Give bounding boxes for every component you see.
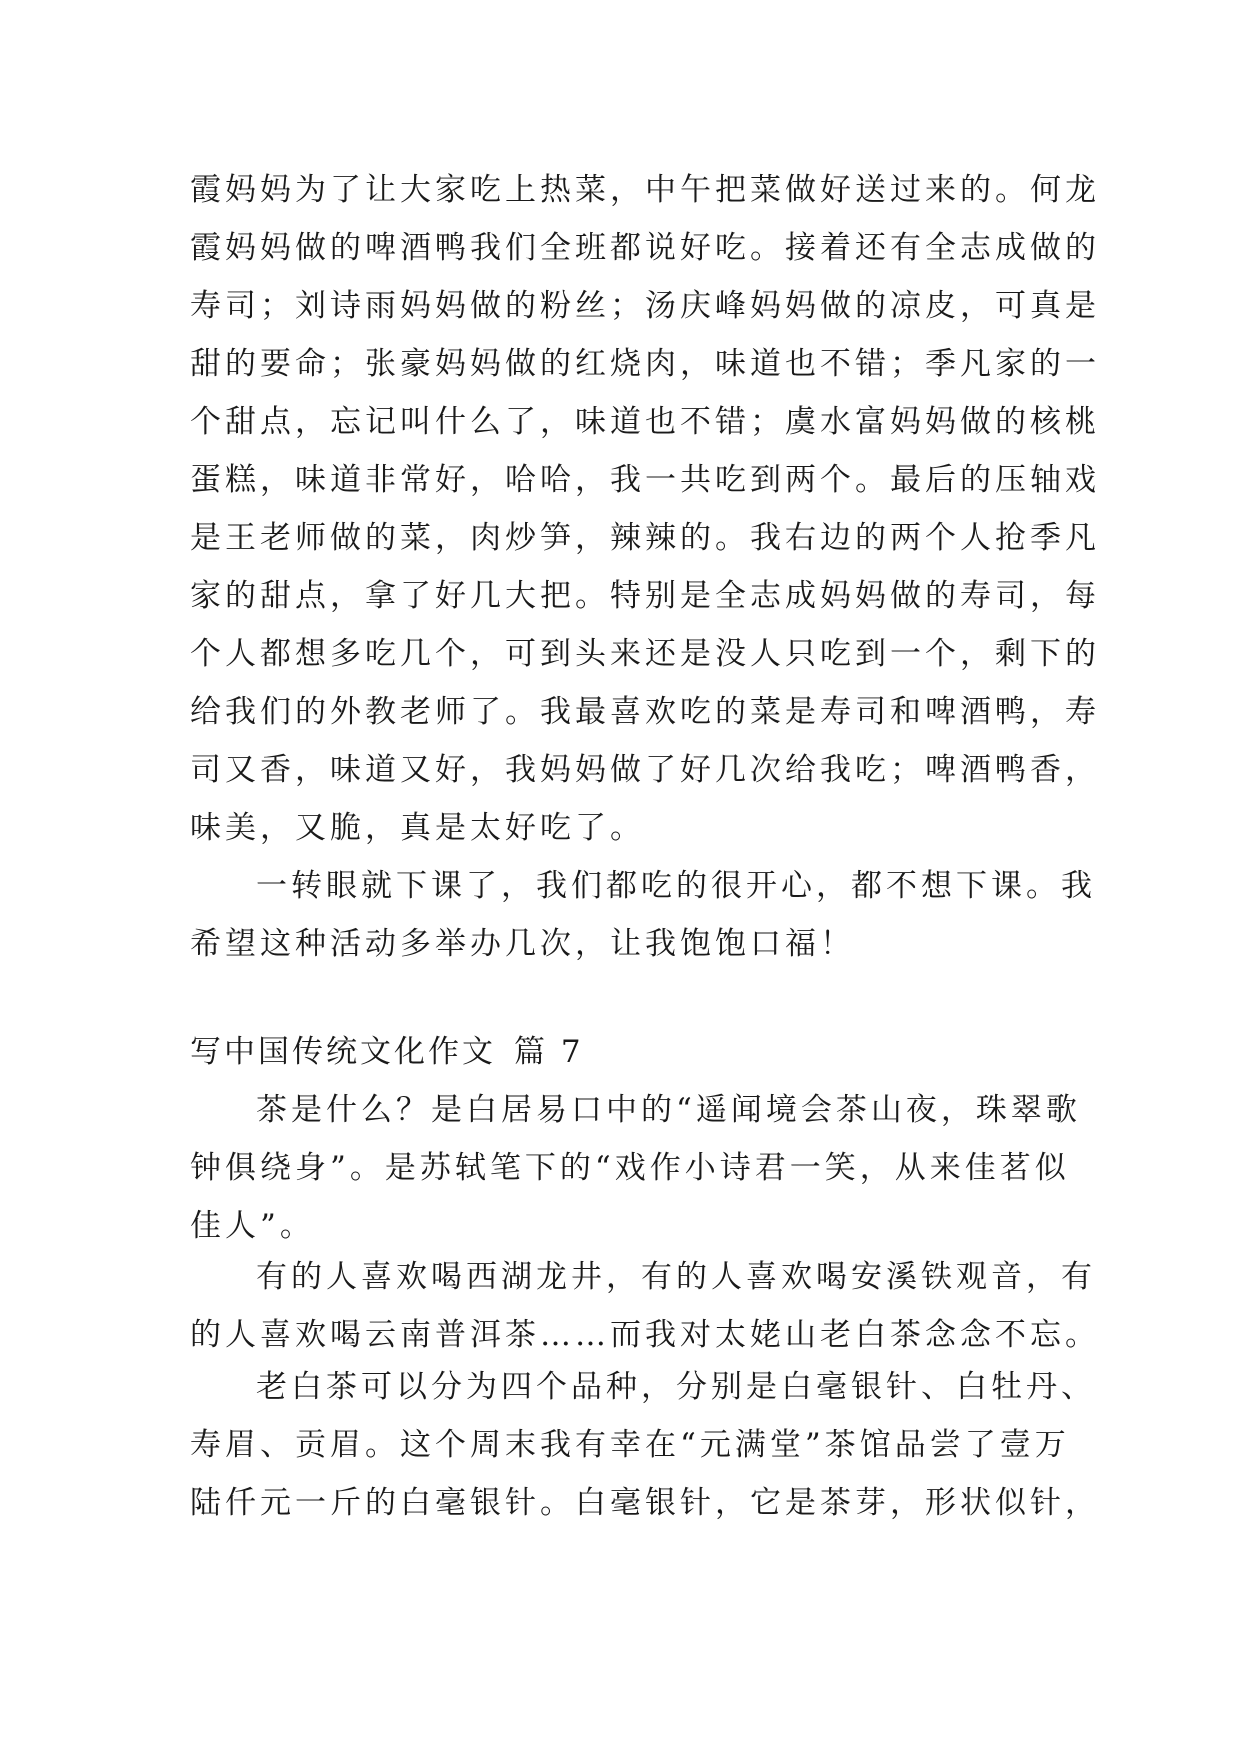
text-line: 甜的要命；张豪妈妈做的红烧肉，味道也不错；季凡家的一 [190, 346, 1100, 382]
essay-title: 写中国传统文化作文 [190, 1034, 496, 1070]
text-line: 寿司；刘诗雨妈妈做的粉丝；汤庆峰妈妈做的凉皮，可真是 [190, 288, 1100, 324]
paragraph-class-end [190, 857, 1096, 973]
paragraph-lunch-dishes [190, 161, 1100, 857]
text-line: 是王老师做的菜，肉炒笋，辣辣的。我右边的两个人抢季凡 [190, 520, 1100, 556]
text-line: 个甜点，忘记叫什么了，味道也不错；虞水富妈妈做的核桃 [190, 404, 1100, 440]
text-line: 一转眼就下课了，我们都吃的很开心，都不想下课。我 [256, 868, 1096, 904]
text-line: 茶是什么？是白居易口中的“遥闻境会茶山夜，珠翠歌 [256, 1092, 1081, 1128]
text-line: 老白茶可以分为四个品种，分别是白毫银针、白牡丹、 [256, 1369, 1096, 1405]
text-line: 给我们的外教老师了。我最喜欢吃的菜是寿司和啤酒鸭，寿 [190, 694, 1100, 730]
text-line: 蛋糕，味道非常好，哈哈，我一共吃到两个。最后的压轴戏 [190, 462, 1100, 498]
text-line: 希望这种活动多举办几次，让我饱饱口福！ [190, 926, 855, 962]
text-line: 个人都想多吃几个，可到头来还是没人只吃到一个，剩下的 [190, 636, 1100, 672]
paragraph-white-tea-varieties [190, 1358, 1100, 1532]
text-line: 家的甜点，拿了好几大把。特别是全志成妈妈做的寿司，每 [190, 578, 1100, 614]
paragraph-favorite-teas [190, 1248, 1100, 1364]
text-line: 霞妈妈为了让大家吃上热菜，中午把菜做好送过来的。何龙 [190, 172, 1100, 208]
text-line: 陆仟元一斤的白毫银针。白毫银针，它是茶芽，形状似针， [190, 1485, 1100, 1521]
text-line: 的人喜欢喝云南普洱茶……而我对太姥山老白茶念念不忘。 [190, 1317, 1100, 1353]
text-line: 有的人喜欢喝西湖龙井，有的人喜欢喝安溪铁观音，有 [256, 1259, 1096, 1295]
text-line: 味美，又脆，真是太好吃了。 [190, 810, 645, 846]
text-line: 钟俱绕身”。是苏轼笔下的“戏作小诗君一笑，从来佳茗似 [190, 1150, 1070, 1186]
essay-heading [190, 1023, 584, 1081]
text-line: 司又香，味道又好，我妈妈做了好几次给我吃；啤酒鸭香， [190, 752, 1100, 788]
paragraph-what-is-tea [190, 1081, 1081, 1255]
text-line: 霞妈妈做的啤酒鸭我们全班都说好吃。接着还有全志成做的 [190, 230, 1100, 266]
text-line: 佳人”。 [190, 1208, 315, 1244]
text-line: 寿眉、贡眉。这个周末我有幸在“元满堂”茶馆品尝了壹万 [190, 1427, 1070, 1463]
essay-number: 篇 7 [514, 1034, 584, 1070]
